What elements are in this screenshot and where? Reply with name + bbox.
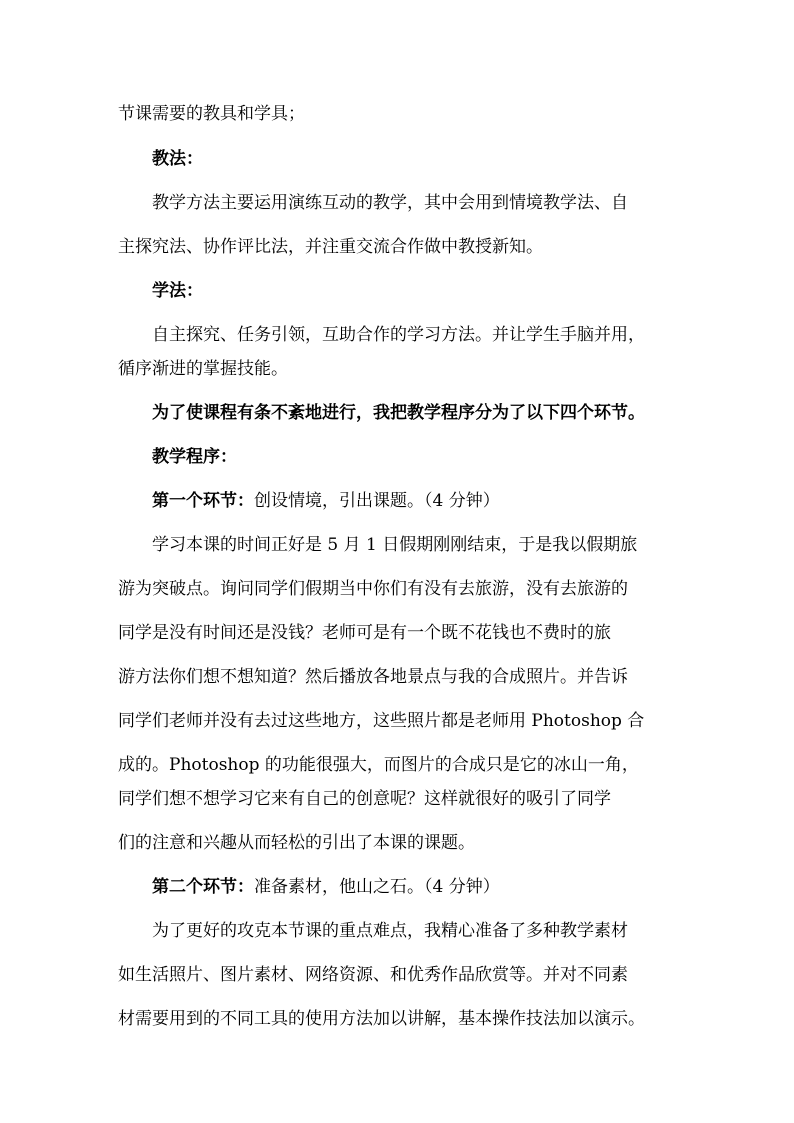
- paragraph-line: 同学们老师并没有去过这些地方，这些照片都是老师用 Photoshop 合: [118, 711, 645, 731]
- step-two-title: 准备素材，他山之石。（4 分钟）: [254, 877, 500, 897]
- paragraph-line: 游方法你们想不想知道？然后播放各地景点与我的合成照片。并告诉: [118, 667, 628, 687]
- paragraph-line: 教学方法主要运用演练互动的教学，其中会用到情境教学法、自: [152, 193, 628, 213]
- paragraph-line: 材需要用到的不同工具的使用方法加以讲解，基本操作技法加以演示。: [118, 1009, 645, 1029]
- step-two-line: [152, 876, 752, 898]
- step-one-title: 创设情境，引出课题。（4 分钟）: [254, 491, 500, 511]
- paragraph-line: 们的注意和兴趣从而轻松的引出了本课的课题。: [118, 833, 475, 853]
- paragraph-line: 同学们想不想学习它来有自己的创意呢？这样就很好的吸引了同学: [118, 789, 611, 809]
- paragraph-line: 主探究法、协作评比法，并注重交流合作做中教授新知。: [118, 237, 543, 257]
- paragraph-line: 同学是没有时间还是没钱？老师可是有一个既不花钱也不费时的旅: [118, 623, 611, 643]
- section-heading-learning-method: 学法：: [152, 281, 203, 301]
- paragraph-line: 成的。Photoshop 的功能很强大，而图片的合成只是它的冰山一角，: [118, 755, 639, 775]
- paragraph-line: 节课需要的教具和学具；: [118, 104, 305, 124]
- paragraph-line: 循序渐进的掌握技能。: [118, 359, 288, 379]
- paragraph-line: 为了更好的攻克本节课的重点难点，我精心准备了多种教学素材: [152, 921, 628, 941]
- section-heading-teaching-method: 教法：: [152, 149, 203, 169]
- step-one-label: 第一个环节：: [152, 491, 254, 511]
- paragraph-line: 游为突破点。询问同学们假期当中你们有没有去旅游，没有去旅游的: [118, 579, 628, 599]
- section-heading-intro: 为了使课程有条不紊地进行，我把教学程序分为了以下四个环节。: [152, 403, 645, 423]
- paragraph-line: 自主探究、任务引领，互助合作的学习方法。并让学生手脑并用，: [152, 325, 645, 345]
- step-two-label: 第二个环节：: [152, 877, 254, 897]
- paragraph-line: 学习本课的时间正好是 5 月 1 日假期刚刚结束，于是我以假期旅: [152, 535, 638, 555]
- section-heading-procedure: 教学程序：: [152, 447, 237, 467]
- step-one-line: [152, 490, 752, 512]
- paragraph-line: 如生活照片、图片素材、网络资源、和优秀作品欣赏等。并对不同素: [118, 965, 628, 985]
